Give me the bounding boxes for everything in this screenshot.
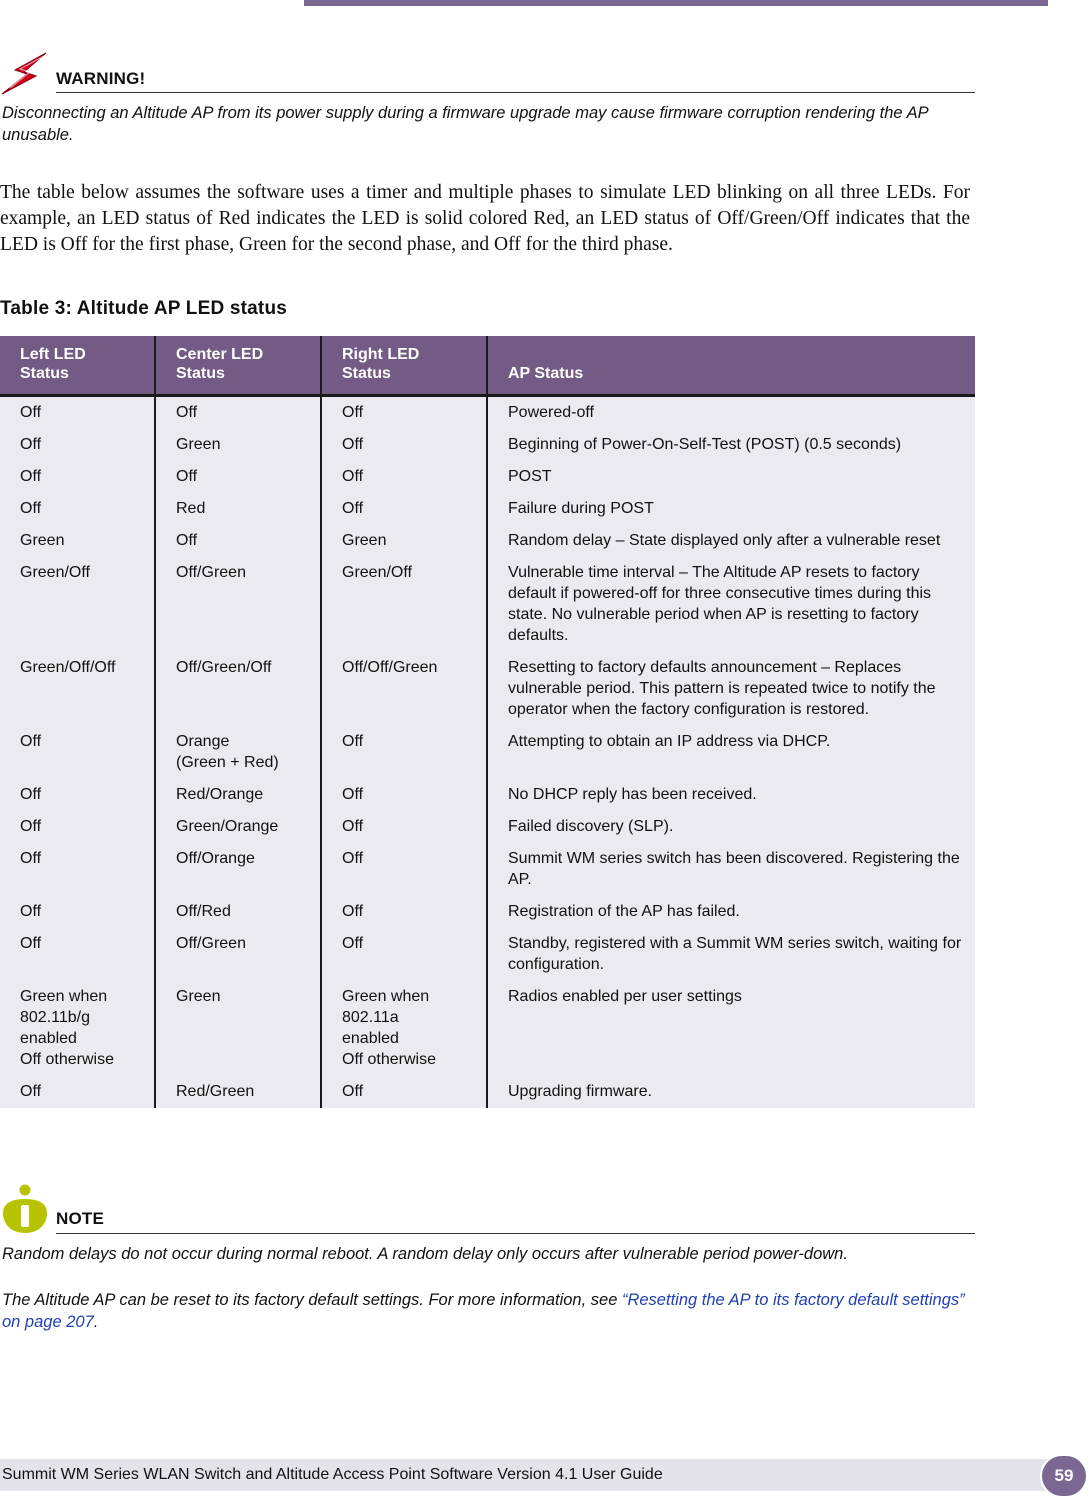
- table-row: [0, 652, 975, 726]
- cell-right-led: Off: [321, 726, 487, 779]
- cross-reference-link[interactable]: “Resetting the AP to its factory default settings” on page 207: [2, 1291, 965, 1331]
- cell-right-led: Off: [321, 928, 487, 981]
- cell-right-led: Green: [321, 525, 487, 557]
- cell-right-led: Off: [321, 896, 487, 928]
- footer-title: Summit WM Series WLAN Switch and Altitude Access Point Software Version 4.1 User Guide: [2, 1466, 663, 1483]
- cell-right-led: Off: [321, 843, 487, 896]
- table-row: [0, 1076, 975, 1108]
- table-row: [0, 525, 975, 557]
- cell-ap-status: Powered-off: [487, 396, 975, 430]
- table-row: [0, 811, 975, 843]
- cell-center-led: Off/Green: [155, 557, 321, 652]
- cell-ap-status: Beginning of Power-On-Self-Test (POST) (0.5 seconds): [487, 429, 975, 461]
- cell-ap-status: Radios enabled per user settings: [487, 981, 975, 1076]
- cell-left-led: Off: [0, 896, 155, 928]
- table-row: [0, 726, 975, 779]
- cell-ap-status: Standby, registered with a Summit WM series switch, waiting for configuration.: [487, 928, 975, 981]
- cell-center-led: Green: [155, 981, 321, 1076]
- cell-center-led: Orange (Green + Red): [155, 726, 321, 779]
- cell-left-led: Off: [0, 396, 155, 430]
- cell-ap-status: Registration of the AP has failed.: [487, 896, 975, 928]
- cell-left-led: Green/Off/Off: [0, 652, 155, 726]
- cell-center-led: Off/Red: [155, 896, 321, 928]
- cell-left-led: Off: [0, 493, 155, 525]
- column-header-ap-status: AP Status: [487, 336, 975, 396]
- cell-center-led: Off: [155, 525, 321, 557]
- cell-center-led: Red: [155, 493, 321, 525]
- table-row: [0, 843, 975, 896]
- page-number: 59: [1040, 1454, 1088, 1498]
- table-row: [0, 557, 975, 652]
- cell-ap-status: Attempting to obtain an IP address via DHCP.: [487, 726, 975, 779]
- cell-left-led: Off: [0, 1076, 155, 1108]
- cell-center-led: Green: [155, 429, 321, 461]
- cell-left-led: Off: [0, 811, 155, 843]
- table-row: [0, 396, 975, 430]
- cell-right-led: Off: [321, 396, 487, 430]
- cell-right-led: Off: [321, 1076, 487, 1108]
- cell-ap-status: Failure during POST: [487, 493, 975, 525]
- cell-ap-status: No DHCP reply has been received.: [487, 779, 975, 811]
- cell-center-led: Green/Orange: [155, 811, 321, 843]
- column-header-center-led: Center LED Status: [155, 336, 321, 396]
- table-row: [0, 981, 975, 1076]
- cell-center-led: Off/Green: [155, 928, 321, 981]
- table-row: [0, 896, 975, 928]
- table-caption: Table 3: Altitude AP LED status: [0, 298, 288, 319]
- intro-paragraph: The table below assumes the software uses a timer and multiple phases to simulate LED blinking on all three LEDs. For example, an LED status of Red indicates the LED is solid colored Red, an LED status of Off/Green/Off indicates that the LED is Off for the first phase, Green for the second phase, and Off for the third phase.: [0, 182, 970, 255]
- cell-left-led: Off: [0, 429, 155, 461]
- cell-center-led: Off: [155, 461, 321, 493]
- column-header-left-led: Left LED Status: [0, 336, 155, 396]
- warning-box: [0, 50, 975, 150]
- cell-left-led: Off: [0, 928, 155, 981]
- cell-right-led: Green when 802.11a enabled Off otherwise: [321, 981, 487, 1076]
- table-row: [0, 429, 975, 461]
- table-header-row: [0, 336, 975, 396]
- cell-left-led: Green: [0, 525, 155, 557]
- table-row: [0, 779, 975, 811]
- cell-ap-status: Random delay – State displayed only after a vulnerable reset: [487, 525, 975, 557]
- cell-right-led: Off: [321, 811, 487, 843]
- cell-ap-status: Upgrading firmware.: [487, 1076, 975, 1108]
- cell-center-led: Red/Green: [155, 1076, 321, 1108]
- note-text-2: The Altitude AP can be reset to its factory default settings. For more information, see “Resetting the AP to its factory default settings” on page 207.: [2, 1291, 965, 1331]
- table-row: [0, 461, 975, 493]
- cell-ap-status: Failed discovery (SLP).: [487, 811, 975, 843]
- cell-left-led: Green/Off: [0, 557, 155, 652]
- warning-text: Disconnecting an Altitude AP from its power supply during a firmware upgrade may cause firmware corruption rendering the AP unusable.: [2, 104, 928, 144]
- cell-right-led: Off: [321, 779, 487, 811]
- cell-left-led: Green when 802.11b/g enabled Off otherwise: [0, 981, 155, 1076]
- note-box: [0, 1183, 975, 1343]
- cell-left-led: Off: [0, 779, 155, 811]
- cell-right-led: Off: [321, 493, 487, 525]
- cell-ap-status: Vulnerable time interval – The Altitude AP resets to factory default if powered-off for three consecutive times during this state. No vulnerable period when AP is resetting to factory defaults.: [487, 557, 975, 652]
- cell-center-led: Off/Orange: [155, 843, 321, 896]
- cell-left-led: Off: [0, 843, 155, 896]
- led-status-table: [0, 336, 975, 1108]
- cell-center-led: Red/Orange: [155, 779, 321, 811]
- cell-center-led: Off/Green/Off: [155, 652, 321, 726]
- cell-right-led: Off: [321, 461, 487, 493]
- cell-ap-status: POST: [487, 461, 975, 493]
- table-row: [0, 493, 975, 525]
- cell-left-led: Off: [0, 461, 155, 493]
- warning-label: WARNING!: [56, 66, 975, 93]
- cell-right-led: Off: [321, 429, 487, 461]
- info-icon: [0, 1183, 48, 1239]
- header-rule: [304, 0, 1048, 6]
- cell-right-led: Off/Off/Green: [321, 652, 487, 726]
- page-footer: [0, 1459, 1060, 1491]
- cell-left-led: Off: [0, 726, 155, 779]
- cell-ap-status: Summit WM series switch has been discovered. Registering the AP.: [487, 843, 975, 896]
- note-label: NOTE: [56, 1205, 975, 1234]
- cell-center-led: Off: [155, 396, 321, 430]
- column-header-right-led: Right LED Status: [321, 336, 487, 396]
- table-row: [0, 928, 975, 981]
- cell-right-led: Green/Off: [321, 557, 487, 652]
- note-text-1: Random delays do not occur during normal reboot. A random delay only occurs after vulnerable period power-down.: [2, 1245, 848, 1263]
- cell-ap-status: Resetting to factory defaults announcement – Replaces vulnerable period. This pattern is repeated twice to notify the operator when the factory configuration is restored.: [487, 652, 975, 726]
- lightning-bolt-icon: [0, 50, 50, 98]
